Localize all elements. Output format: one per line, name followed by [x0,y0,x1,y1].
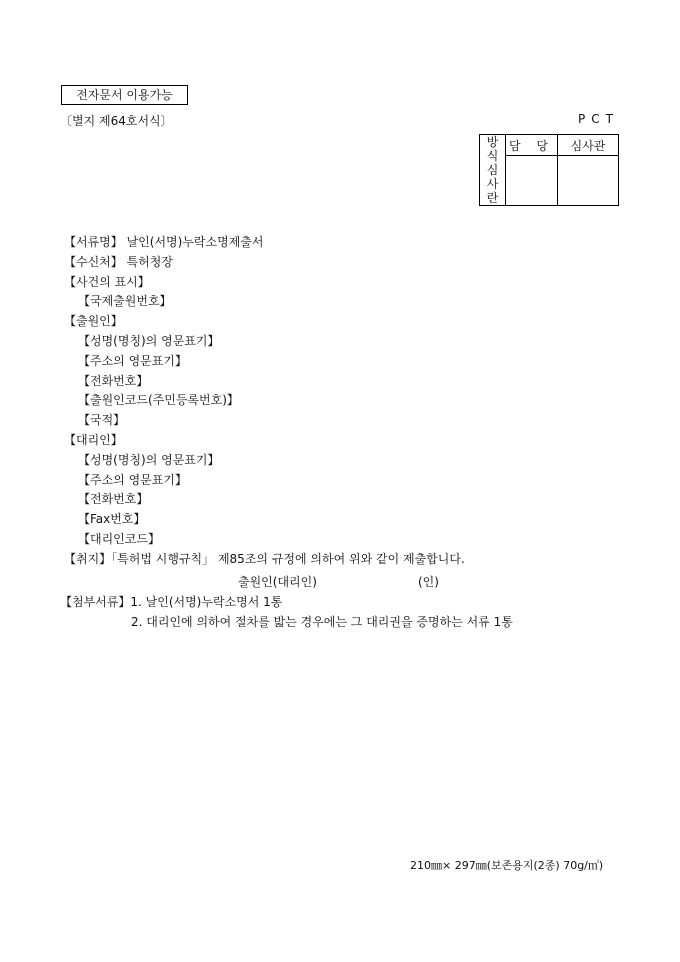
attachments-line-2: 2. 대리인에 의하여 절차를 밟는 경우에는 그 대리권을 증명하는 서류 1통 [131,615,513,629]
form-number: 〔별지 제64호서식〕 [60,114,173,128]
attachments-line-1: 【첨부서류】1. 날인(서명)누락소명서 1통 [60,595,283,609]
agent-addr-en-line: 【주소의 영문표기】 [78,472,187,487]
agent-name-en-line: 【성명(명칭)의 영문표기】 [78,452,220,467]
applicant-line: 【출원인】 [64,314,123,329]
side-char: 사 [486,177,499,191]
agent-fax-line: 【Fax번호】 [78,512,146,527]
officer-sign-cell [506,156,558,206]
intl-app-no-line: 【국제출원번호】 [78,294,172,309]
form-body [64,233,465,570]
doc-name-line: 【서류명】 날인(서명)누락소명제출서 [64,235,264,249]
applicant-phone-line: 【전화번호】 [78,373,149,388]
side-char: 란 [486,191,499,205]
recipient-line: 【수신처】 특허청장 [64,254,173,269]
applicant-addr-en-line: 【주소의 영문표기】 [78,353,187,368]
applicant-nationality-line: 【국적】 [78,413,126,428]
approval-col-officer: 담 당 [506,135,558,156]
side-char: 방 [486,135,499,149]
agent-code-line: 【대리인코드】 [78,531,160,546]
applicant-name-en-line: 【성명(명칭)의 영문표기】 [78,333,220,348]
electronic-document-badge: 전자문서 이용가능 [61,85,188,105]
agent-line: 【대리인】 [64,432,123,447]
approval-box [479,134,619,206]
approval-side-label [480,135,506,206]
seal-mark: (인) [418,575,439,589]
side-char: 심 [486,163,499,177]
purpose-line: 【취지】「특허법 시행규칙」 제85조의 규정에 의하여 위와 같이 제출합니다. [64,551,465,566]
signer-label: 출원인(대리인) [238,575,317,589]
examiner-sign-cell [558,156,619,206]
side-char: 식 [486,149,499,163]
applicant-code-line: 【출원인코드(주민등록번호)】 [78,393,239,408]
agent-phone-line: 【전화번호】 [78,492,149,507]
paper-spec: 210㎜× 297㎜(보존용지(2종) 70g/㎡) [410,859,604,872]
pct-label: PCT [578,112,619,126]
case-display-line: 【사건의 표시】 [64,274,150,289]
approval-col-examiner: 심사관 [558,135,619,156]
